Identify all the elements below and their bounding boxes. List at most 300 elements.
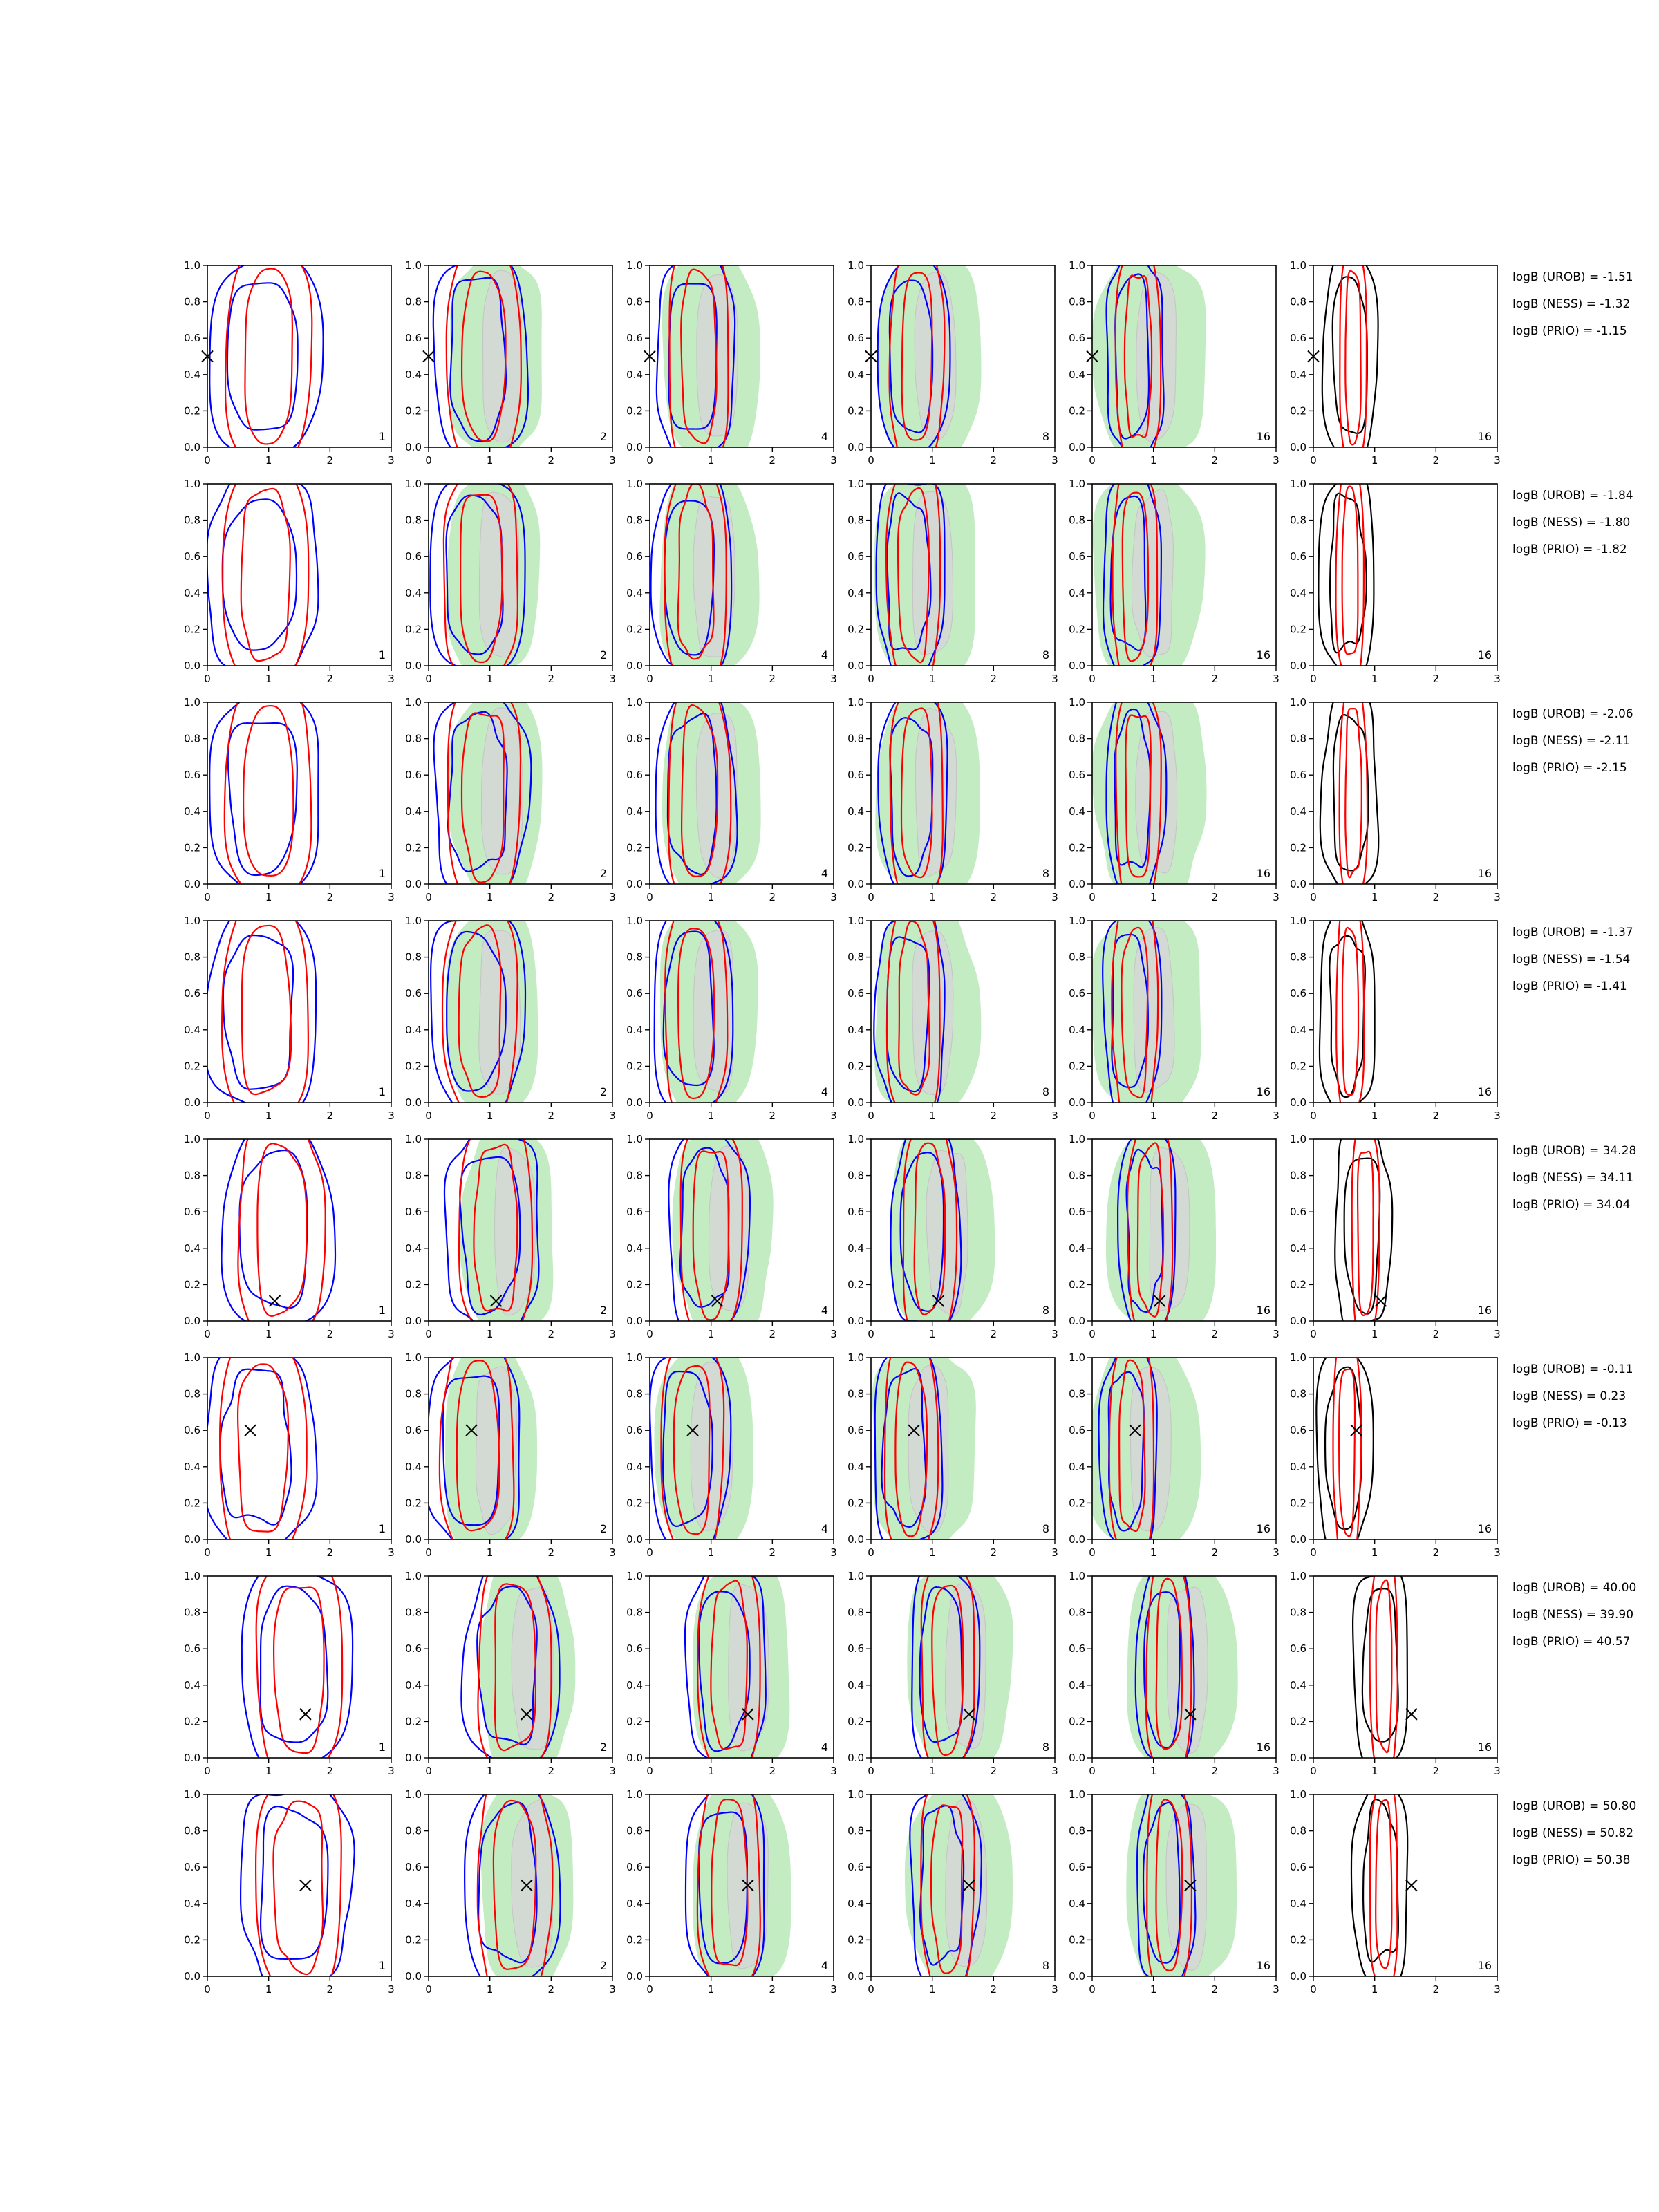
panel-number-label: 16 (1256, 1741, 1271, 1754)
panel-r2-c2 (405, 465, 616, 685)
logb-annotations-row-6 (1512, 1362, 1633, 1430)
x-tick-label: 2 (547, 1546, 555, 1559)
panel-number-label: 16 (1256, 1959, 1271, 1972)
y-tick-label: 0.8 (1069, 295, 1085, 308)
y-tick-label: 0.4 (847, 368, 864, 381)
panel-number-label: 2 (599, 1959, 607, 1972)
x-tick-label: 0 (204, 891, 211, 903)
panel-r5-c5 (1069, 1121, 1280, 1342)
y-tick-label: 0.8 (405, 1169, 422, 1182)
y-tick-label: 0.4 (1069, 805, 1085, 818)
y-tick-label: 0.8 (1069, 514, 1085, 527)
grey-region (1150, 1147, 1190, 1311)
plot-area (1127, 1553, 1237, 1773)
true-value-marker (245, 1425, 256, 1436)
y-tick-label: 0.8 (847, 1387, 864, 1400)
x-tick-label: 0 (1310, 1765, 1317, 1777)
red-contour-inner (238, 1364, 288, 1531)
x-tick-label: 0 (1310, 1546, 1317, 1559)
y-tick-label: 1.0 (405, 1788, 422, 1801)
grey-region (1136, 711, 1177, 873)
y-tick-label: 0.4 (1290, 1241, 1306, 1255)
panel-number-label: 2 (599, 1522, 607, 1535)
y-tick-label: 0.6 (1290, 769, 1306, 782)
y-tick-label: 0.0 (1290, 1315, 1306, 1327)
plot-area (668, 1123, 773, 1343)
y-tick-label: 0.8 (847, 514, 864, 527)
logb-text: logB (UROB) = -1.51 (1512, 270, 1633, 284)
panel-r5-c6 (1290, 1121, 1501, 1340)
y-tick-label: 0.6 (847, 1206, 864, 1219)
x-tick-label: 1 (486, 1765, 494, 1777)
black-contour-inner (1325, 1367, 1361, 1529)
y-tick-label: 0.8 (1290, 514, 1306, 527)
x-tick-label: 2 (769, 891, 776, 903)
blue-contour-inner (221, 1369, 292, 1525)
logb-annotations-row-1 (1512, 270, 1633, 338)
y-tick-label: 0.2 (1290, 404, 1306, 418)
x-tick-label: 3 (1273, 1983, 1280, 1996)
y-tick-label: 0.2 (626, 623, 643, 636)
x-tick-label: 1 (265, 673, 272, 685)
y-tick-label: 0.2 (847, 841, 864, 854)
black-contour-inner (1333, 276, 1367, 433)
y-tick-label: 1.0 (626, 1570, 643, 1582)
y-tick-label: 1.0 (1069, 259, 1085, 272)
y-tick-label: 0.6 (1069, 1861, 1085, 1874)
panel-r7-c6 (1290, 1559, 1501, 1777)
panel-number-label: 8 (1042, 867, 1049, 880)
panel-number-label: 16 (1256, 430, 1271, 443)
panel-number-label: 4 (821, 1741, 828, 1754)
y-tick-label: 0.8 (1290, 1387, 1306, 1400)
y-tick-label: 1.0 (1069, 478, 1085, 490)
y-tick-label: 0.8 (405, 732, 422, 745)
y-tick-label: 1.0 (405, 478, 422, 490)
x-tick-label: 0 (646, 673, 653, 685)
y-tick-label: 0.6 (405, 332, 422, 345)
y-tick-label: 0.0 (626, 1752, 643, 1764)
x-tick-label: 1 (1150, 673, 1157, 685)
x-tick-label: 0 (1310, 454, 1317, 467)
x-tick-label: 2 (1432, 673, 1440, 685)
y-tick-label: 0.6 (184, 550, 200, 563)
y-tick-label: 0.0 (184, 1315, 200, 1327)
blue-contour-inner (223, 935, 293, 1089)
y-tick-label: 1.0 (847, 1351, 864, 1364)
x-tick-label: 2 (1211, 673, 1219, 685)
x-tick-label: 1 (265, 1109, 272, 1122)
y-tick-label: 0.4 (626, 1460, 643, 1473)
y-tick-label: 0.6 (1290, 987, 1306, 1000)
panel-r7-c1 (184, 1561, 395, 1779)
y-tick-label: 0.4 (184, 368, 200, 381)
axes-frame (207, 1794, 391, 1976)
y-tick-label: 0.4 (626, 1897, 643, 1910)
y-tick-label: 0.4 (184, 1460, 200, 1473)
panel-number-label: 1 (378, 1741, 386, 1754)
panel-number-label: 8 (1042, 430, 1049, 443)
y-tick-label: 0.6 (626, 1642, 643, 1656)
logb-text: logB (PRIO) = 50.38 (1512, 1853, 1631, 1867)
panel-r8-c1 (184, 1781, 395, 1997)
y-tick-label: 1.0 (1290, 915, 1306, 927)
x-tick-label: 3 (609, 1546, 616, 1559)
axes-frame (1313, 921, 1497, 1103)
y-tick-label: 0.4 (847, 1897, 864, 1910)
y-tick-label: 0.4 (1069, 1023, 1085, 1036)
plot-area (204, 1340, 317, 1557)
x-tick-label: 1 (265, 454, 272, 467)
y-tick-label: 0.4 (405, 1023, 422, 1036)
y-tick-label: 0.4 (405, 805, 422, 818)
true-value-marker (300, 1880, 311, 1891)
x-tick-label: 0 (1089, 673, 1096, 685)
panel-r7-c2 (405, 1553, 616, 1777)
y-tick-label: 0.8 (1290, 295, 1306, 308)
x-tick-label: 1 (707, 454, 715, 467)
y-tick-label: 1.0 (184, 259, 200, 272)
red-contour-outer (1336, 902, 1364, 1123)
y-tick-label: 0.8 (1069, 1606, 1085, 1619)
x-tick-label: 0 (868, 1983, 874, 1996)
y-tick-label: 0.6 (1069, 1642, 1085, 1656)
y-tick-label: 0.4 (1290, 1678, 1306, 1691)
y-tick-label: 0.0 (626, 1533, 643, 1546)
x-tick-label: 2 (326, 1546, 334, 1559)
grey-region (915, 708, 956, 877)
x-tick-label: 3 (830, 1546, 837, 1559)
y-tick-label: 0.2 (184, 841, 200, 854)
panel-number-label: 8 (1042, 1085, 1049, 1098)
x-tick-label: 2 (547, 1328, 555, 1340)
y-tick-label: 1.0 (626, 259, 643, 272)
x-tick-label: 0 (1089, 1983, 1096, 1996)
y-tick-label: 0.2 (184, 1060, 200, 1073)
x-tick-label: 3 (1273, 1328, 1280, 1340)
x-tick-label: 0 (1089, 1109, 1096, 1122)
y-tick-label: 0.6 (626, 769, 643, 782)
panel-r1-c3 (626, 248, 837, 467)
y-tick-label: 0.8 (847, 1169, 864, 1182)
black-contour-inner (1362, 1588, 1398, 1741)
plot-area (1318, 462, 1374, 684)
panel-number-label: 2 (599, 867, 607, 880)
logb-text: logB (NESS) = -2.11 (1512, 734, 1631, 748)
plot-area (655, 901, 758, 1121)
x-tick-label: 1 (928, 673, 936, 685)
x-tick-label: 2 (769, 1983, 776, 1996)
y-tick-label: 0.0 (184, 1752, 200, 1764)
y-tick-label: 0.4 (184, 805, 200, 818)
red-contour-inner (1342, 487, 1358, 655)
panel-number-label: 4 (821, 1959, 828, 1972)
panel-number-label: 4 (821, 1304, 828, 1317)
y-tick-label: 1.0 (1069, 915, 1085, 927)
y-tick-label: 0.6 (1290, 332, 1306, 345)
x-tick-label: 3 (609, 1109, 616, 1122)
x-tick-label: 1 (1150, 1765, 1157, 1777)
panel-number-label: 1 (378, 1522, 386, 1535)
blue-contour-inner (228, 723, 297, 875)
x-tick-label: 0 (425, 454, 432, 467)
logb-text: logB (NESS) = 0.23 (1512, 1389, 1627, 1403)
y-tick-label: 0.6 (1069, 1206, 1085, 1219)
x-tick-label: 1 (265, 1765, 272, 1777)
y-tick-label: 0.0 (847, 878, 864, 890)
y-tick-label: 0.6 (1290, 1642, 1306, 1656)
x-tick-label: 1 (928, 1546, 936, 1559)
x-tick-label: 3 (1273, 1765, 1280, 1777)
red-contour-outer (1352, 1121, 1380, 1340)
y-tick-label: 1.0 (847, 1788, 864, 1801)
panel-number-label: 16 (1256, 867, 1271, 880)
red-contour-inner (1345, 709, 1362, 877)
grey-region (1136, 272, 1177, 441)
y-tick-label: 0.8 (184, 295, 200, 308)
logb-text: logB (NESS) = -1.54 (1512, 953, 1631, 966)
y-tick-label: 0.4 (1069, 1897, 1085, 1910)
logb-text: logB (UROB) = 50.80 (1512, 1799, 1637, 1813)
y-tick-label: 0.8 (1290, 1606, 1306, 1619)
x-tick-label: 1 (1150, 891, 1157, 903)
x-tick-label: 0 (646, 454, 653, 467)
y-tick-label: 0.8 (847, 295, 864, 308)
panel-number-label: 16 (1477, 648, 1492, 662)
x-tick-label: 3 (830, 1328, 837, 1340)
y-tick-label: 1.0 (405, 1133, 422, 1145)
y-tick-label: 0.4 (405, 1241, 422, 1255)
red-contour-outer (223, 463, 308, 686)
plot-area (1087, 1338, 1201, 1555)
plot-area (242, 1561, 353, 1779)
red-contour-outer (225, 685, 312, 903)
x-tick-label: 3 (1051, 891, 1058, 903)
red-contour-inner (1358, 1152, 1374, 1315)
y-tick-label: 0.4 (626, 1023, 643, 1036)
plot-area (1126, 1776, 1237, 1994)
y-tick-label: 0.6 (184, 987, 200, 1000)
plot-area (1092, 684, 1207, 903)
x-tick-label: 3 (1051, 1109, 1058, 1122)
x-tick-label: 0 (425, 1983, 432, 1996)
panel-number-label: 4 (821, 648, 828, 662)
x-tick-label: 0 (1310, 1983, 1317, 1996)
panel-number-label: 4 (821, 430, 828, 443)
grey-region (912, 491, 953, 654)
x-tick-label: 2 (990, 1109, 997, 1122)
y-tick-label: 0.0 (1290, 878, 1306, 890)
y-tick-label: 1.0 (184, 1788, 200, 1801)
x-tick-label: 3 (1494, 891, 1501, 903)
panel-r6-c1 (184, 1340, 395, 1559)
panel-number-label: 2 (599, 1741, 607, 1754)
black-contour-inner (1333, 715, 1368, 870)
y-tick-label: 0.0 (405, 1533, 422, 1546)
x-tick-label: 3 (1051, 1983, 1058, 1996)
logb-text: logB (UROB) = -1.37 (1512, 926, 1633, 939)
y-tick-label: 0.0 (184, 878, 200, 890)
y-tick-label: 0.4 (1290, 368, 1306, 381)
y-tick-label: 0.4 (1069, 1241, 1085, 1255)
y-tick-label: 0.4 (626, 368, 643, 381)
plot-area (426, 1338, 537, 1557)
x-tick-label: 2 (1211, 1546, 1219, 1559)
y-tick-label: 0.2 (1069, 404, 1085, 418)
black-contour-outer (1322, 252, 1378, 461)
y-tick-label: 0.4 (405, 586, 422, 599)
plot-area (657, 248, 760, 464)
x-tick-label: 2 (326, 454, 334, 467)
y-tick-label: 0.8 (184, 1606, 200, 1619)
x-tick-label: 3 (1273, 1546, 1280, 1559)
panel-r6-c4 (847, 1340, 1058, 1559)
y-tick-label: 1.0 (1290, 259, 1306, 272)
y-tick-label: 0.0 (1069, 441, 1085, 453)
logb-text: logB (NESS) = 50.82 (1512, 1826, 1634, 1840)
y-tick-label: 1.0 (1290, 1133, 1306, 1145)
x-tick-label: 3 (609, 891, 616, 903)
logb-text: logB (PRIO) = -1.15 (1512, 324, 1627, 338)
y-tick-label: 0.8 (847, 950, 864, 964)
y-tick-label: 0.2 (847, 1278, 864, 1291)
red-contour-outer (222, 899, 308, 1118)
logb-annotations-row-4 (1512, 926, 1633, 993)
logb-text: logB (NESS) = 39.90 (1512, 1608, 1634, 1622)
y-tick-label: 1.0 (405, 1570, 422, 1582)
x-tick-label: 0 (204, 1983, 211, 1996)
x-tick-label: 2 (769, 673, 776, 685)
x-tick-label: 3 (388, 1983, 395, 1996)
panel-number-label: 16 (1477, 430, 1492, 443)
y-tick-label: 1.0 (1290, 696, 1306, 709)
y-tick-label: 0.2 (184, 404, 200, 418)
y-tick-label: 0.2 (1290, 623, 1306, 636)
red-contour-inner (257, 1143, 306, 1316)
x-tick-label: 1 (486, 891, 494, 903)
y-tick-label: 0.4 (1069, 1678, 1085, 1691)
x-tick-label: 1 (265, 1546, 272, 1559)
x-tick-label: 3 (1051, 1328, 1058, 1340)
x-tick-label: 0 (868, 454, 874, 467)
y-tick-label: 0.0 (847, 659, 864, 672)
x-tick-label: 3 (830, 1765, 837, 1777)
blue-contour-inner (261, 1586, 328, 1743)
x-tick-label: 3 (1051, 454, 1058, 467)
panel-r4-c2 (405, 903, 616, 1127)
x-tick-label: 0 (868, 1765, 874, 1777)
x-tick-label: 1 (707, 673, 715, 685)
y-tick-label: 0.6 (626, 1424, 643, 1437)
y-tick-label: 0.8 (626, 514, 643, 527)
plot-area (874, 901, 981, 1118)
y-tick-label: 0.2 (1069, 841, 1085, 854)
plot-area (461, 1553, 575, 1774)
y-tick-label: 1.0 (626, 1133, 643, 1145)
logb-annotations-row-3 (1512, 707, 1633, 775)
panel-r1-c1 (184, 247, 395, 467)
x-tick-label: 1 (707, 1983, 715, 1996)
x-tick-label: 3 (609, 673, 616, 685)
y-tick-label: 0.8 (626, 732, 643, 745)
blue-contour-outer (241, 1788, 355, 1992)
y-tick-label: 1.0 (847, 259, 864, 272)
x-tick-label: 1 (486, 454, 494, 467)
plot-area (1091, 907, 1201, 1122)
y-tick-label: 0.2 (405, 404, 422, 418)
y-tick-label: 0.4 (847, 1678, 864, 1691)
blue-contour-outer (207, 474, 318, 677)
panel-r6-c2 (405, 1338, 616, 1559)
x-tick-label: 3 (388, 1109, 395, 1122)
y-tick-label: 0.6 (847, 550, 864, 563)
plot-area (686, 1777, 791, 1995)
panel-r1-c5 (1069, 247, 1280, 467)
y-tick-label: 0.4 (847, 1023, 864, 1036)
y-tick-label: 1.0 (626, 915, 643, 927)
x-tick-label: 0 (1089, 1328, 1096, 1340)
panel-r2-c3 (626, 460, 837, 685)
y-tick-label: 0.6 (405, 769, 422, 782)
plot-area (651, 460, 760, 679)
x-tick-label: 3 (1051, 1546, 1058, 1559)
panel-number-label: 8 (1042, 1959, 1049, 1972)
x-tick-label: 0 (425, 891, 432, 903)
panel-number-label: 2 (599, 648, 607, 662)
y-tick-label: 0.8 (184, 732, 200, 745)
x-tick-label: 3 (1273, 673, 1280, 685)
blue-contour-outer (221, 1123, 335, 1327)
x-tick-label: 3 (388, 1765, 395, 1777)
panel-number-label: 8 (1042, 1741, 1049, 1754)
y-tick-label: 1.0 (184, 478, 200, 490)
panel-number-label: 1 (378, 648, 386, 662)
y-tick-label: 0.2 (626, 1060, 643, 1073)
x-tick-label: 3 (388, 1546, 395, 1559)
y-tick-label: 0.2 (626, 1497, 643, 1510)
y-tick-label: 0.8 (847, 732, 864, 745)
x-tick-label: 3 (830, 891, 837, 903)
panel-r3-c5 (1069, 684, 1280, 903)
plot-area (207, 463, 318, 686)
x-tick-label: 0 (425, 1546, 432, 1559)
x-tick-label: 1 (486, 1546, 494, 1559)
plot-area (444, 1121, 553, 1341)
x-tick-label: 0 (868, 1328, 874, 1340)
y-tick-label: 0.0 (405, 1096, 422, 1109)
y-tick-label: 0.0 (405, 441, 422, 453)
x-tick-label: 1 (707, 1546, 715, 1559)
panel-r5-c4 (847, 1115, 1058, 1340)
x-tick-label: 0 (868, 673, 874, 685)
true-value-marker (300, 1709, 311, 1720)
x-tick-label: 0 (868, 1546, 874, 1559)
grey-region (1130, 1367, 1171, 1531)
panel-r1-c4 (847, 247, 1058, 467)
panel-number-label: 16 (1256, 648, 1271, 662)
y-tick-label: 0.6 (847, 1424, 864, 1437)
y-tick-label: 0.2 (1069, 623, 1085, 636)
y-tick-label: 0.6 (847, 1861, 864, 1874)
y-tick-label: 0.0 (184, 1096, 200, 1109)
y-tick-label: 0.8 (184, 950, 200, 964)
y-tick-label: 1.0 (184, 1351, 200, 1364)
x-tick-label: 1 (486, 1109, 494, 1122)
x-tick-label: 2 (1432, 1328, 1440, 1340)
y-tick-label: 0.0 (847, 1752, 864, 1764)
x-tick-label: 1 (928, 1109, 936, 1122)
x-tick-label: 1 (928, 1983, 936, 1996)
